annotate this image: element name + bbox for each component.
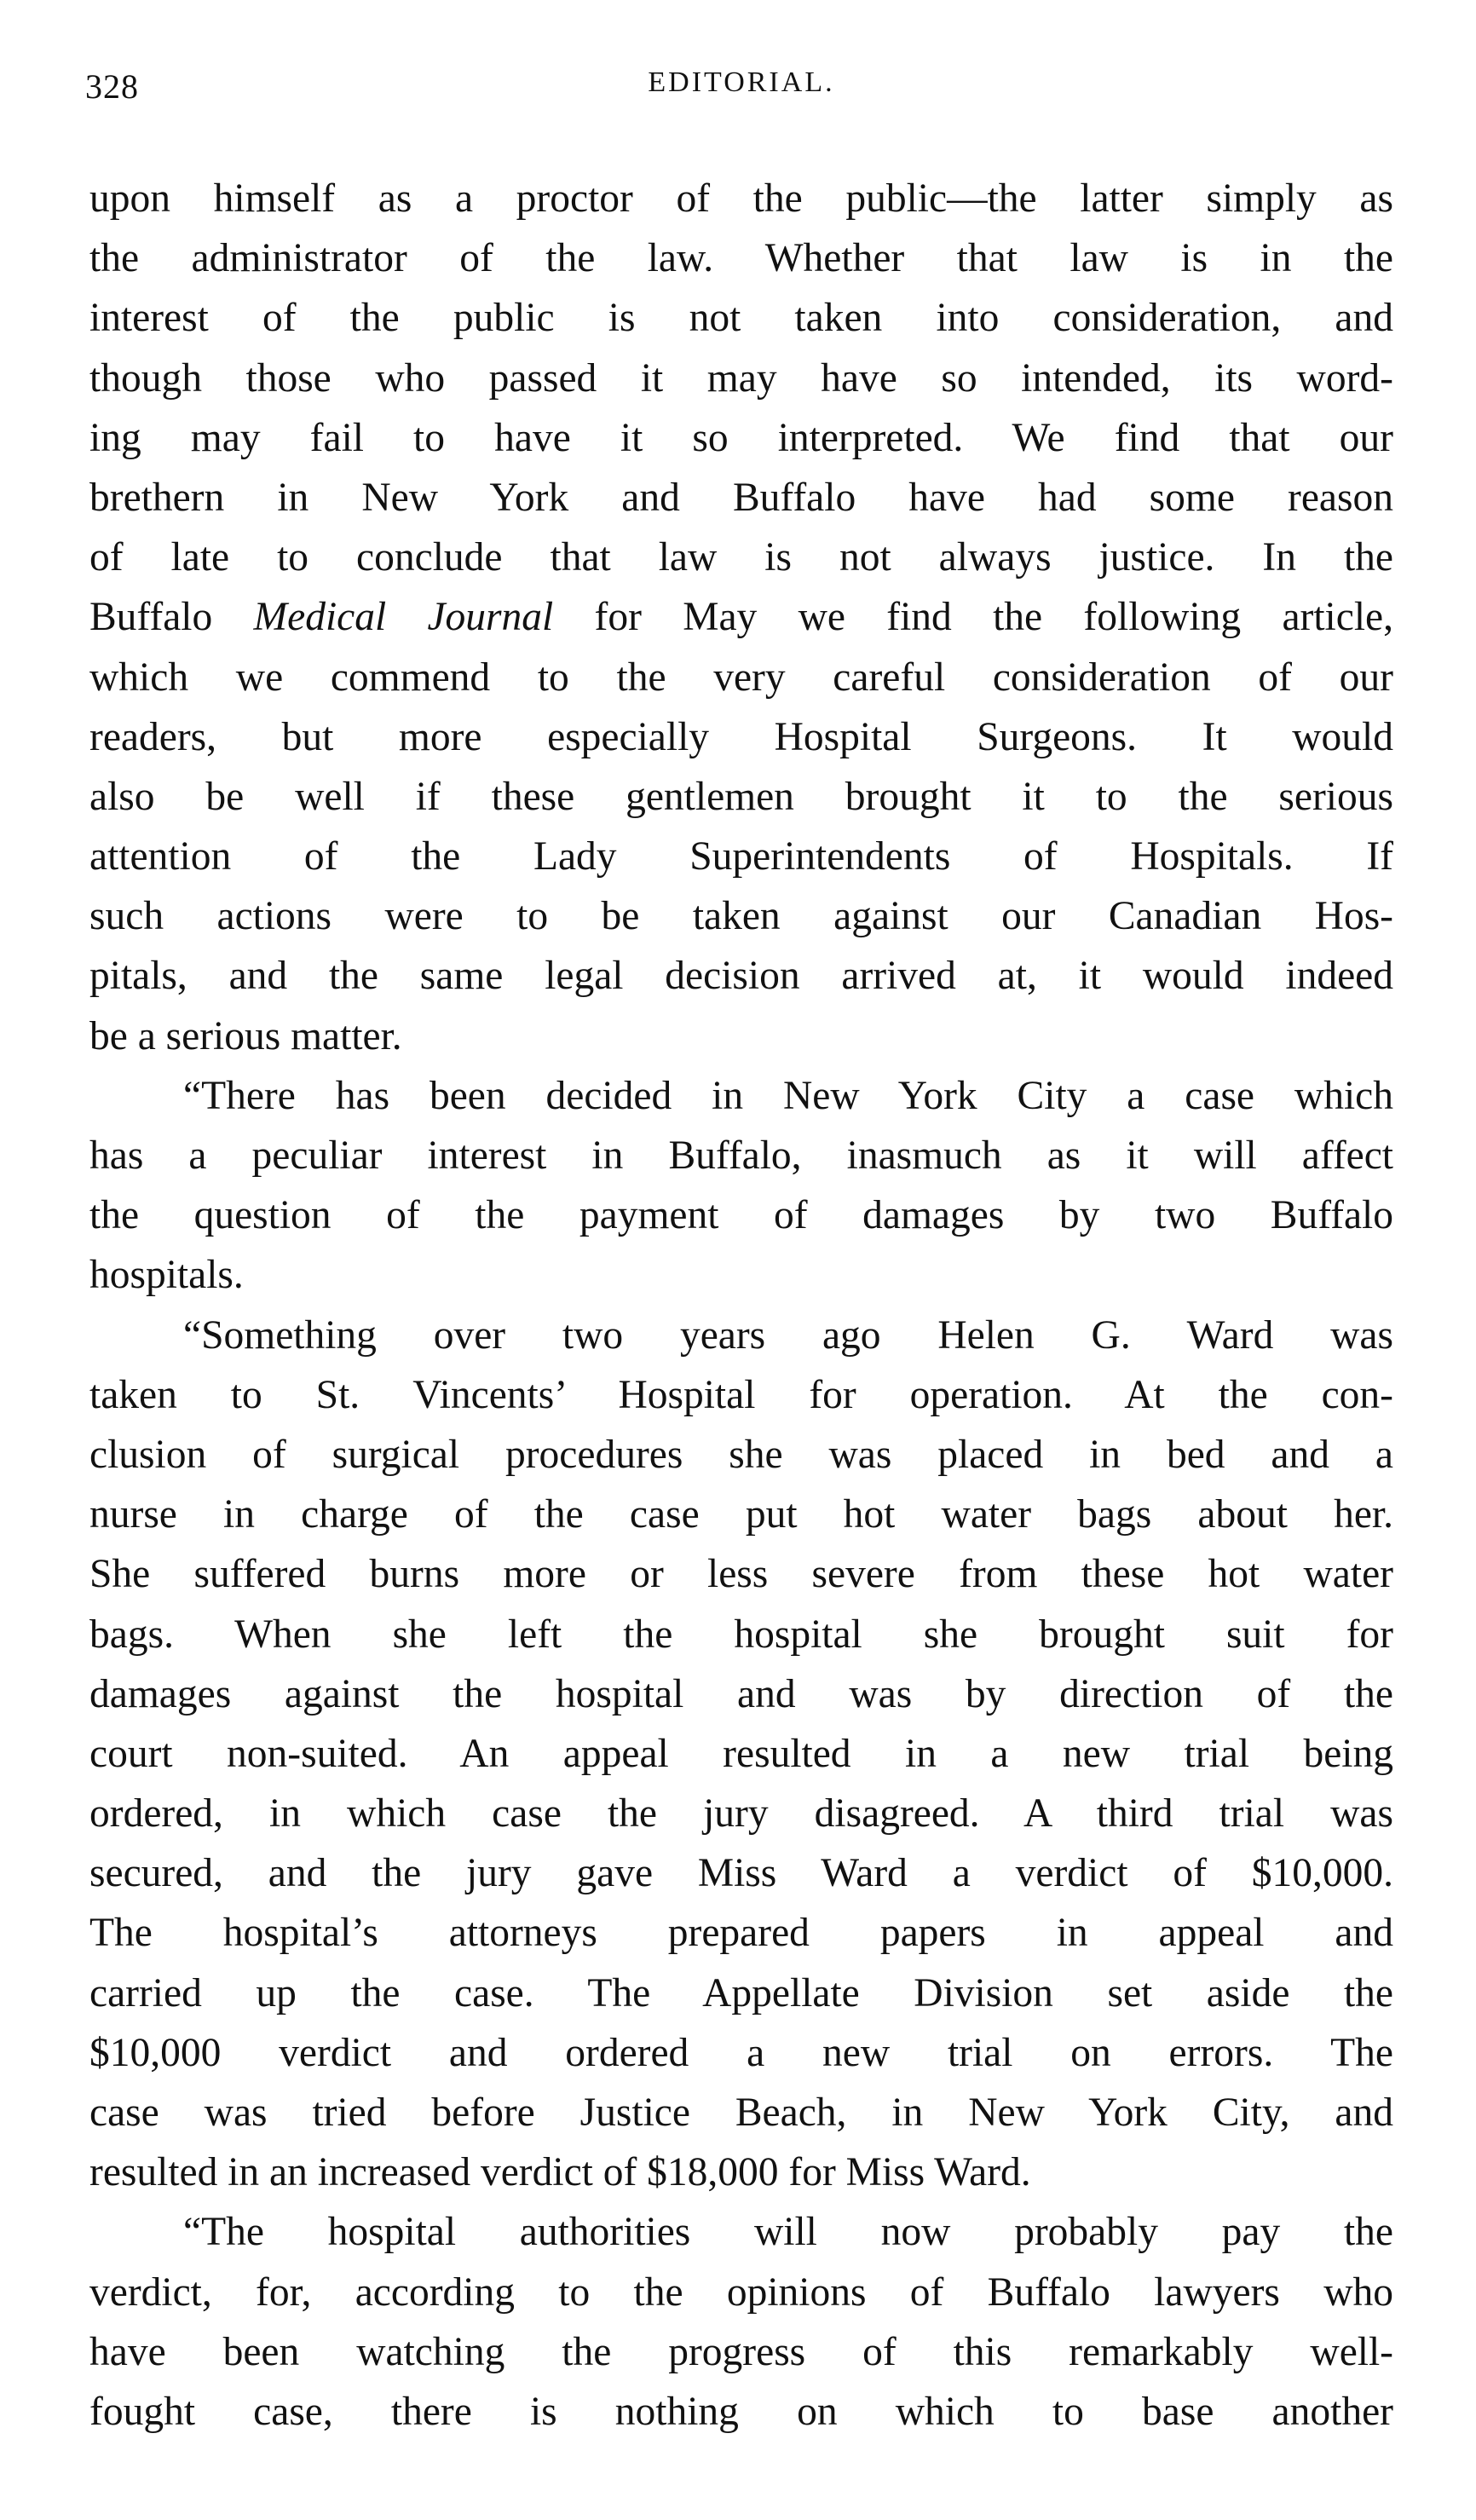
text-line: which we commend to the very careful consideration of our (89, 655, 1393, 700)
text-line: The hospital’s attorneys prepared papers in appeal and (89, 1911, 1393, 1956)
text-line: the administrator of the law. Whether that law is in the (89, 236, 1393, 281)
text-line: fought case, there is nothing on which to base another (89, 2389, 1393, 2434)
text-line: case was tried before Justice Beach, in New York City, and (89, 2090, 1393, 2135)
text-line: “There has been decided in New York City a case which (183, 1073, 1393, 1118)
running-head (85, 66, 1398, 118)
body-text (89, 169, 1393, 2442)
text-line: nurse in charge of the case put hot water bags about her. (89, 1492, 1393, 1537)
text-line: have been watching the progress of this remarkably well- (89, 2329, 1393, 2374)
text-line: She suffered burns more or less severe from these hot water (89, 1552, 1393, 1597)
text-line: readers, but more especially Hospital Surgeons. It would (89, 714, 1393, 759)
text-line: has a peculiar interest in Buffalo, inasmuch as it will affect (89, 1133, 1393, 1178)
text-line: Buffalo Medical Journal for May we find the following article, (89, 595, 1393, 640)
text-line: “Something over two years ago Helen G. Ward was (183, 1312, 1393, 1358)
journal-title: Medical Journal (253, 595, 554, 640)
running-title: EDITORIAL. (648, 66, 835, 98)
text-line: hospitals. (89, 1253, 244, 1298)
text-line: ing may fail to have it so interpreted. We find that our (89, 415, 1393, 460)
text-line: verdict, for, according to the opinions of Buffalo lawyers who (89, 2269, 1393, 2315)
text-line: attention of the Lady Superintendents of Hospitals. If (89, 834, 1393, 879)
text-line: bags. When she left the hospital she brought suit for (89, 1612, 1393, 1657)
text-line: taken to St. Vincents’ Hospital for operation. At the con- (89, 1372, 1393, 1417)
text-line: resulted in an increased verdict of $18,000 for Miss Ward. (89, 2150, 1031, 2195)
text-line: the question of the payment of damages by two Buffalo (89, 1193, 1393, 1238)
paragraph (89, 2202, 1393, 2442)
text-line: of late to conclude that law is not always justice. In the (89, 535, 1393, 580)
text-line: secured, and the jury gave Miss Ward a verdict of $10,000. (89, 1851, 1393, 1896)
paragraph (89, 1066, 1393, 1306)
paragraph (89, 1306, 1393, 2203)
text-line: brethern in New York and Buffalo have had some reason (89, 475, 1393, 520)
text-line: “The hospital authorities will now probably pay the (183, 2210, 1393, 2255)
paragraph (89, 169, 1393, 1066)
text-line: $10,000 verdict and ordered a new trial on errors. The (89, 2030, 1393, 2075)
text-line: clusion of surgical procedures she was placed in bed and a (89, 1432, 1393, 1477)
text-line: also be well if these gentlemen brought it to the serious (89, 774, 1393, 819)
text-line: be a serious matter. (89, 1013, 402, 1058)
text-line: ordered, in which case the jury disagreed. A third trial was (89, 1791, 1393, 1837)
text-line: such actions were to be taken against our Canadian Hos- (89, 894, 1393, 939)
text-line: court non-suited. An appeal resulted in a new trial being (89, 1731, 1393, 1776)
text-line: pitals, and the same legal decision arrived at, it would indeed (89, 954, 1393, 999)
page-number: 328 (85, 67, 139, 106)
text-line: damages against the hospital and was by direction of the (89, 1671, 1393, 1716)
text-line: interest of the public is not taken into consideration, and (89, 296, 1393, 341)
text-line: though those who passed it may have so intended, its word- (89, 355, 1393, 401)
text-line: upon himself as a proctor of the public—the latter simply as (89, 176, 1393, 221)
text-line: carried up the case. The Appellate Division set aside the (89, 1970, 1393, 2015)
